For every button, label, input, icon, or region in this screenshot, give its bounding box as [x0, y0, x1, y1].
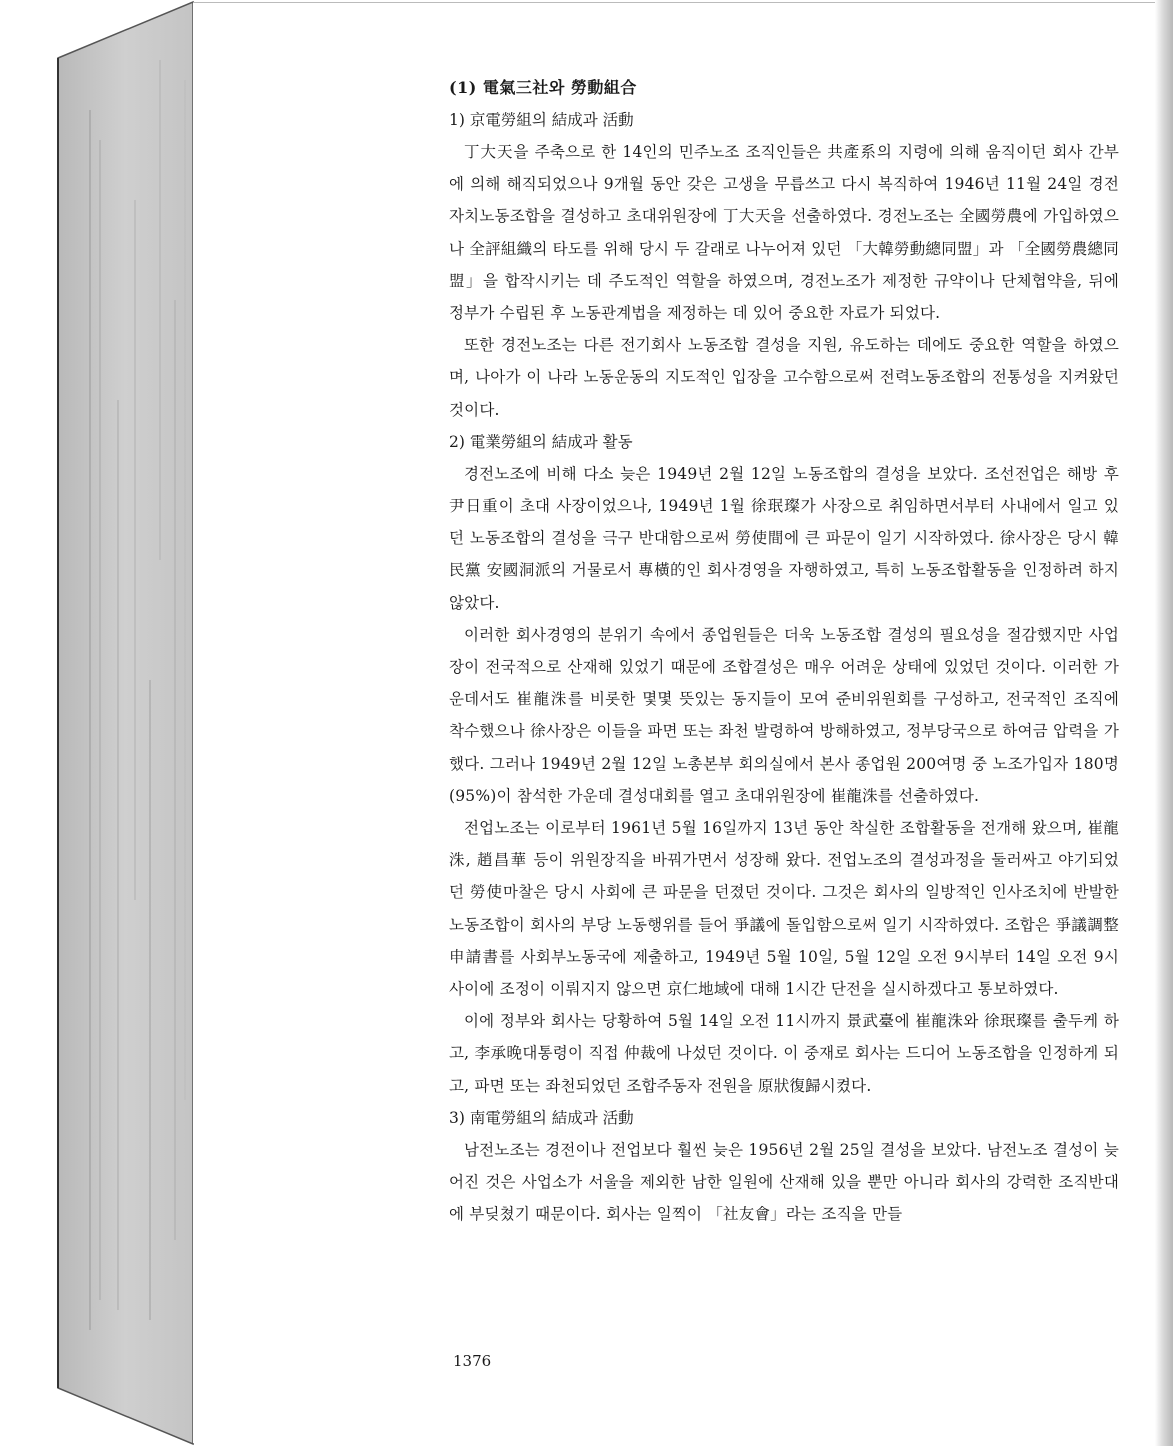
subsection-title-2: 2) 電業勞組의 結成과 활동 — [449, 432, 633, 451]
paragraph: 경전노조에 비해 다소 늦은 1949년 2월 12일 노동조합의 결성을 보았다. 조선전업은 해방 후 尹日重이 초대 사장이었으나, 1949년 1월 徐珉璨가 사장으로 취임하면서부터 사내에서 일고 있던 노동조합의 결성을 극구 반대함으로써 勞使間에 큰 파문이 일기 시작하였다. 徐사장은 당시 韓民黨 安國洞派의 거물로서 專橫的인 회사경영을 자행하였고, 특히 노동조합활동을 인정하려 하지 않았다. — [449, 464, 1119, 612]
book-spine-edge — [0, 0, 200, 1446]
document-body — [449, 72, 1119, 1231]
page-number: 1376 — [453, 1352, 492, 1370]
paragraph: 남전노조는 경전이나 전업보다 훨씬 늦은 1956년 2월 25일 결성을 보았다. 남전노조 결성이 늦어진 것은 사업소가 서울을 제외한 남한 일원에 산재해 있을 뿐만 아니라 회사의 강력한 조직반대에 부딪쳤기 때문이다. 회사는 일찍이 「社友會」라는 조직을 만들 — [449, 1140, 1119, 1224]
paragraph: 이러한 회사경영의 분위기 속에서 종업원들은 더욱 노동조합 결성의 필요성을 절감했지만 사업장이 전국적으로 산재해 있었기 때문에 조합결성은 매우 어려운 상태에 있었던 것이다. 이러한 가운데서도 崔龍洙를 비롯한 몇몇 뜻있는 동지들이 모여 준비위원회를 구성하고, 전국적인 조직에 착수했으나 徐사장은 이들을 파면 또는 좌천 발령하여 방해하였고, 정부당국으로 하여금 압력을 가했다. 그러나 1949년 2월 12일 노총본부 회의실에서 본사 종업원 200여명 중 노조가입자 180명(95%)이 참석한 가운데 결성대회를 열고 초대위원장에 崔龍洙를 선출하였다. — [449, 625, 1119, 805]
paragraph: 또한 경전노조는 다른 전기회사 노동조합 결성을 지원, 유도하는 데에도 중요한 역할을 하였으며, 나아가 이 나라 노동운동의 지도적인 입장을 고수함으로써 전력노동조합의 전통성을 지켜왔던 것이다. — [449, 336, 1119, 419]
page-right-edge-shadow — [1155, 0, 1173, 1446]
section-title: (1) 電氣三社와 勞動組合 — [449, 78, 637, 97]
subsection-title-1: 1) 京電勞組의 結成과 活動 — [449, 111, 634, 129]
subsection-title-3: 3) 南電勞組의 結成과 活動 — [449, 1108, 634, 1127]
paragraph: 丁大天을 주축으로 한 14인의 민주노조 조직인들은 共產系의 지령에 의해 움직이던 회사 간부에 의해 해직되었으나 9개월 동안 갖은 고생을 무릅쓰고 다시 복직하여 1946년 11월 24일 경전자치노동조합을 결성하고 초대위원장에 丁大天을 선출하였다. 경전노조는 全國勞農에 가입하였으나 全評組織의 타도를 위해 당시 두 갈래로 나누어져 있던 「大韓勞動總同盟」과 「全國勞農總同盟」을 합작시키는 데 주도적인 역할을 하였으며, 경전노조가 제정한 규약이나 단체협약을, 뒤에 정부가 수립된 후 노동관계법을 제정하는 데 있어 중요한 자료가 되었다. — [449, 143, 1119, 323]
page-text-area — [193, 0, 1155, 1446]
paragraph: 전업노조는 이로부터 1961년 5월 16일까지 13년 동안 착실한 조합활동을 전개해 왔으며, 崔龍洙, 趙昌華 등이 위원장직을 바꿔가면서 성장해 왔다. 전업노조의 결성과정을 둘러싸고 야기되었던 勞使마찰은 당시 사회에 큰 파문을 던졌던 것이다. 그것은 회사의 일방적인 인사조치에 반발한 노동조합이 회사의 부당 노동행위를 들어 爭議에 돌입함으로써 일기 시작하였다. 조합은 爭議調整申請書를 사회부노동국에 제출하고, 1949년 5월 10일, 5월 12일 오전 9시부터 14일 오전 9시 사이에 조정이 이뤄지지 않으면 京仁地域에 대해 1시간 단전을 실시하겠다고 통보하였다. — [449, 819, 1119, 999]
paragraph: 이에 정부와 회사는 당황하여 5월 14일 오전 11시까지 景武臺에 崔龍洙와 徐珉璨를 출두케 하고, 李承晚대통령이 직접 仲裁에 나섰던 것이다. 이 중재로 회사는 드디어 노동조합을 인정하게 되고, 파면 또는 좌천되었던 조합주동자 전원을 原狀復歸시켰다. — [449, 1012, 1119, 1095]
page-stack-illustration — [0, 0, 200, 1446]
